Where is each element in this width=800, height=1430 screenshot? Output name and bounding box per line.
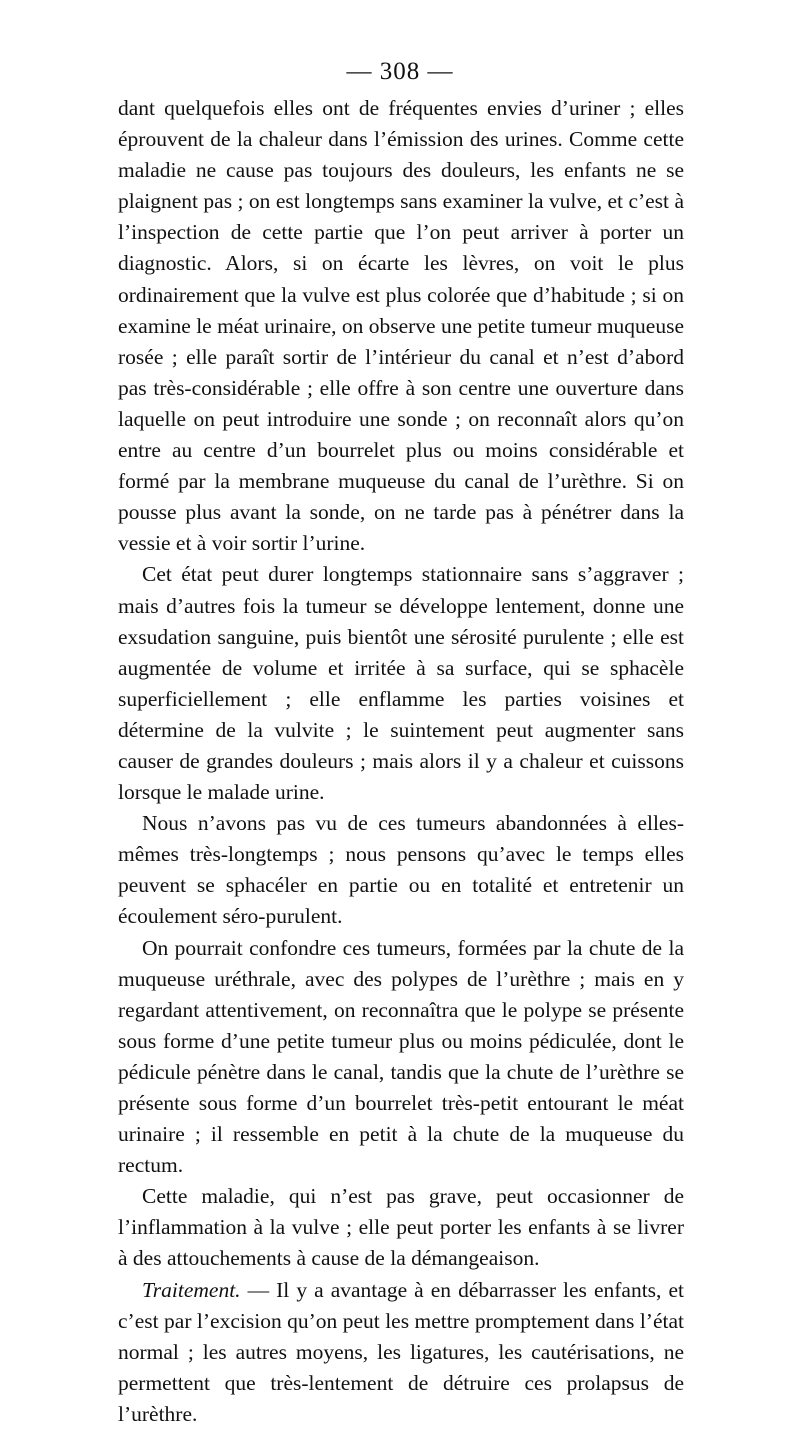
treatment-heading: Traitement. [142, 1277, 241, 1302]
paragraph-complications: Cette maladie, qui n’est pas grave, peut occasionner de l’inflammation à la vulve ; elle peut porter les enfants à se livrer à des attouchements à cause de la démangeaison. [118, 1184, 684, 1271]
body-text [118, 93, 684, 1430]
page-number: — 308 — [346, 58, 454, 85]
paragraph-continuation: dant quelquefois elles ont de fréquentes envies d’uriner ; elles éprouvent de la chaleur dans l’émission des urines. Comme cette maladie ne cause pas toujours des douleurs, les enfants ne se plaignent pas ; on est longtemps sans examiner la vulve, et c’est à l’inspection de cette partie que l’on peut arriver à porter un diagnostic. Alors, si on écarte les lèvres, on voit le plus ordinairement que la vulve est plus colorée que d’habitude ; si on examine le méat urinaire, on observe une petite tumeur muqueuse rosée ; elle paraît sortir de l’intérieur du canal et n’est d’abord pas très-considérable ; elle offre à son centre une ouverture dans laquelle on peut introduire une sonde ; on reconnaît alors qu’on entre au centre d’un bourrelet plus ou moins considérable et formé par la membrane muqueuse du canal de l’urèthre. Si on pousse plus avant la sonde, on ne tarde pas à pénétrer dans la vessie et à voir sortir l’urine. [118, 96, 684, 556]
treatment-text: — Il y a avantage à en débarrasser les enfants, et c’est par l’excision qu’on peut les mettre promptement dans l’état normal ; les autres moyens, les ligatures, les cautérisations, ne permettent que très-lentement de détruire ces prolapsus de l’urèthre. [118, 1277, 684, 1426]
paragraph-evolution: Cet état peut durer longtemps stationnaire sans s’aggraver ; mais d’autres fois la tumeur se développe lentement, donne une exsudation sanguine, puis bientôt une sérosité purulente ; elle est augmentée de volume et irritée à sa surface, qui se sphacèle superficiellement ; elle enflamme les parties voisines et détermine de la vulvite ; le suintement peut augmenter sans causer de grandes douleurs ; mais alors il y a chaleur et cuissons lorsque le malade urine. [118, 562, 684, 805]
paragraph-treatment [118, 1275, 684, 1430]
paragraph-differential-diagnosis: On pourrait confondre ces tumeurs, formées par la chute de la muqueuse uréthrale, avec des polypes de l’urèthre ; mais en y regardant attentivement, on reconnaîtra que le polype se présente sous forme d’une petite tumeur plus ou moins pédiculée, dont le pédicule pénètre dans le canal, tandis que la chute de l’urèthre se présente sous forme d’un bourrelet très-petit entourant le méat urinaire ; il ressemble en petit à la chute de la muqueuse du rectum. [118, 935, 684, 1178]
paragraph-long-term: Nous n’avons pas vu de ces tumeurs abandonnées à elles-mêmes très-longtemps ; nous pensons qu’avec le temps elles peuvent se sphacéler en partie ou en totalité et entretenir un écoulement séro-purulent. [118, 811, 684, 929]
